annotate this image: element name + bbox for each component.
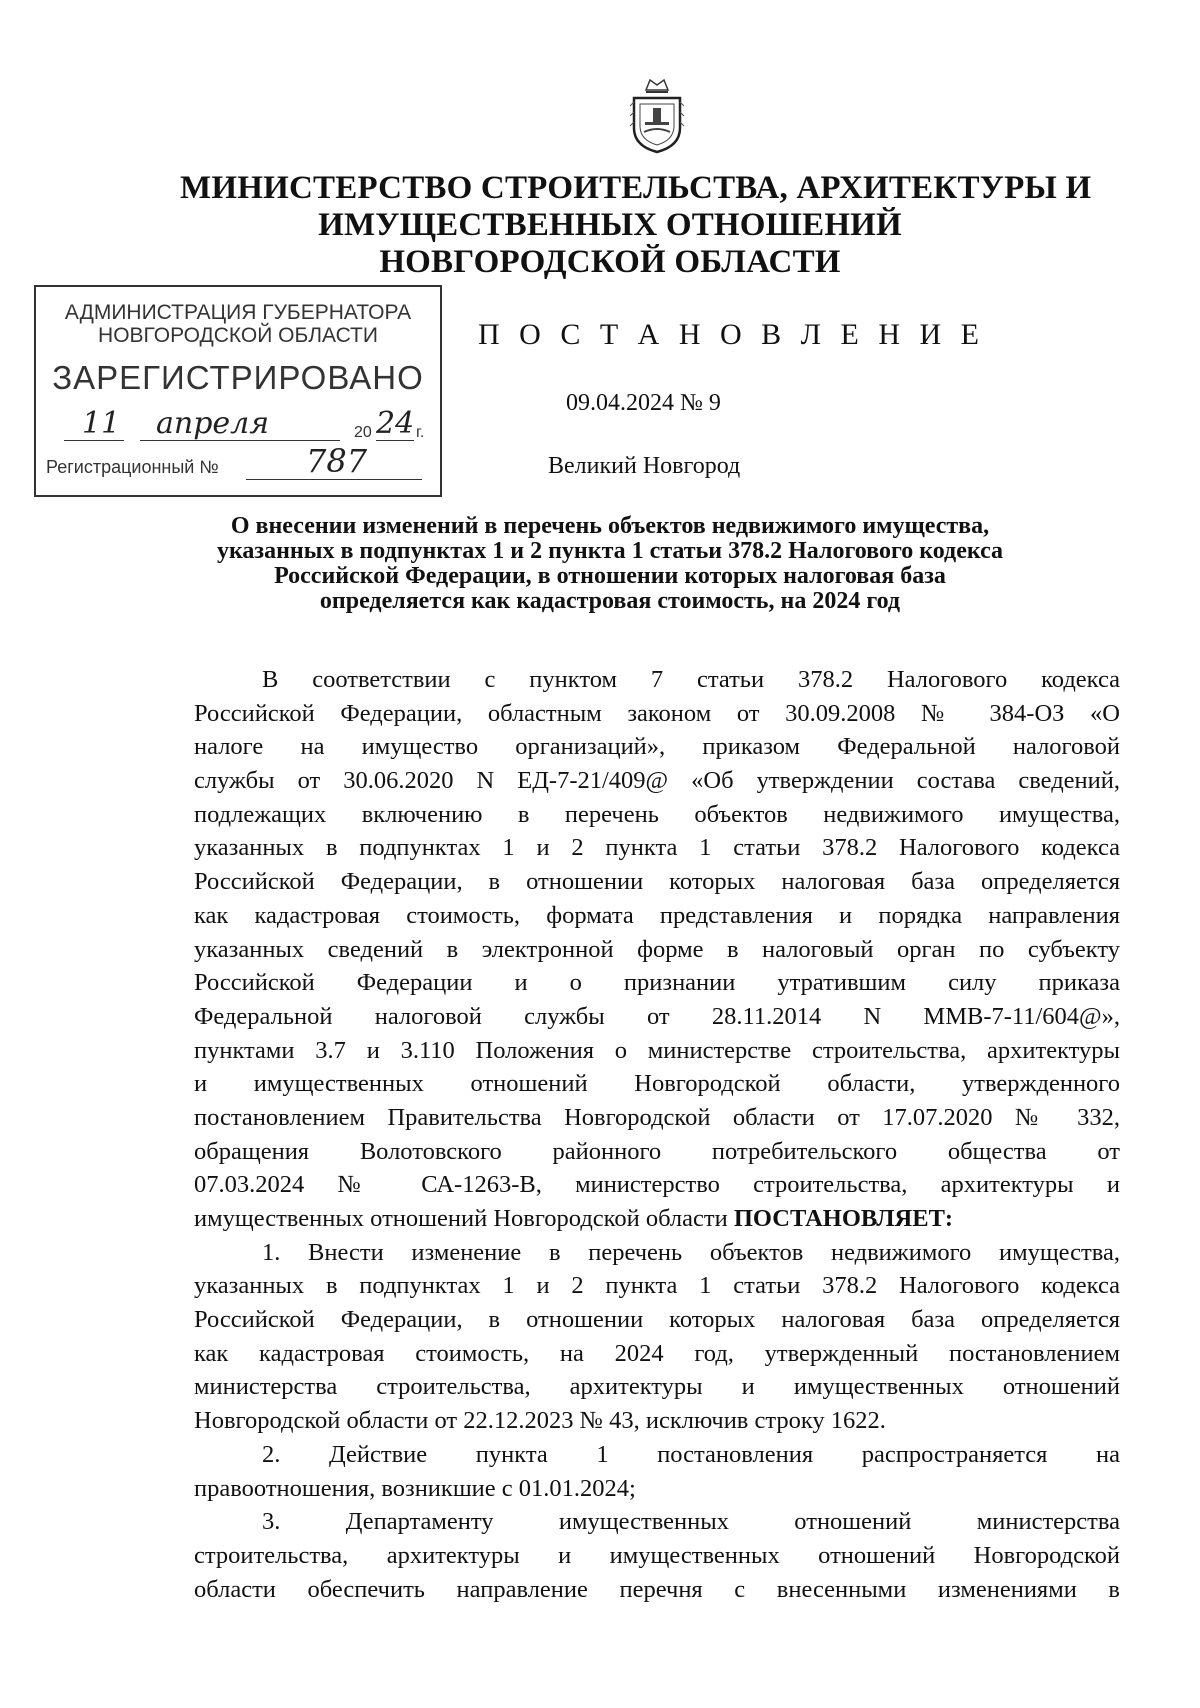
body-line: Российской Федерации, в отношении которых налоговая база определяется <box>194 868 1120 896</box>
stamp-year-prefix: 20 <box>354 424 372 441</box>
body-line: обращения Волотовского районного потребительского общества от <box>194 1137 1120 1165</box>
body-line: службы от 30.06.2020 N ЕД-7-21/409@ «Об утверждении состава сведений, <box>194 767 1120 795</box>
body-line-resolves <box>194 1202 1120 1236</box>
body-line: как кадастровая стоимость, формата представления и порядка направления <box>194 901 1120 929</box>
body-line: Федеральной налоговой службы от 28.11.2014 N ММВ-7-11/604@», <box>194 1002 1120 1030</box>
body-line: В соответствии с пунктом 7 статьи 378.2 Налогового кодекса <box>262 666 1120 693</box>
body-line: пунктами 3.7 и 3.110 Положения о министерстве строительства, архитектуры <box>194 1036 1120 1064</box>
stamp-month: апреля <box>156 406 270 441</box>
document-date-number: 09.04.2024 № 9 <box>566 390 721 416</box>
subject-line-3: Российской Федерации, в отношении которых налоговая база <box>274 563 946 589</box>
stamp-registered-label: ЗАРЕГИСТРИРОВАНО <box>52 359 424 396</box>
body-line: и имущественных отношений Новгородской области, утвержденного <box>194 1070 1120 1098</box>
body-line: правоотношения, возникшие с 01.01.2024; <box>194 1474 636 1502</box>
body-line: постановлением Правительства Новгородской области от 17.07.2020 № 332, <box>194 1103 1120 1131</box>
ministry-name-line-2: ИМУЩЕСТВЕННЫХ ОТНОШЕНИЙ <box>318 207 902 243</box>
body-line: Российской Федерации, областным законом от 30.09.2008 № 384-ОЗ «О <box>194 699 1120 727</box>
document-city: Великий Новгород <box>548 453 741 479</box>
body-line: министерства строительства, архитектуры и имущественных отношений <box>194 1373 1120 1401</box>
body-line: 3. Департаменту имущественных отношений министерства <box>262 1508 1120 1536</box>
body-line: Российской Федерации, в отношении которых налоговая база определяется <box>194 1306 1120 1334</box>
ministry-name-line-3: НОВГОРОДСКОЙ ОБЛАСТИ <box>379 244 841 280</box>
body-line: 1. Внести изменение в перечень объектов недвижимого имущества, <box>262 1238 1120 1266</box>
body-line: как кадастровая стоимость, на 2024 год, утвержденный постановлением <box>194 1339 1120 1367</box>
body-line: подлежащих включению в перечень объектов недвижимого имущества, <box>194 800 1120 828</box>
stamp-date-line <box>64 406 434 446</box>
body-line: 07.03.2024 № СА-1263-В, министерство строительства, архитектуры и <box>194 1171 1120 1199</box>
body-line: указанных сведений в электронной форме в налоговый орган по субъекту <box>194 935 1120 963</box>
document-type: П О С Т А Н О В Л Е Н И Е <box>478 318 985 351</box>
stamp-organization <box>36 301 440 347</box>
ministry-name <box>180 170 1092 281</box>
body-line-text: имущественных отношений Новгородской области <box>194 1205 728 1232</box>
ministry-name-line-1: МИНИСТЕРСТВО СТРОИТЕЛЬСТВА, АРХИТЕКТУРЫ И <box>180 170 1092 206</box>
document-subject <box>180 514 1040 614</box>
body-line: 2. Действие пункта 1 постановления распространяется на <box>262 1440 1120 1468</box>
body-line: строительства, архитектуры и имущественных отношений Новгородской <box>194 1541 1120 1569</box>
stamp-reg-label: Регистрационный № <box>46 457 219 477</box>
stamp-day: 11 <box>82 406 121 441</box>
stamp-year-g: г. <box>416 424 425 441</box>
stamp-year-suffix: 24 <box>376 406 415 441</box>
subject-line-4: определяется как кадастровая стоимость, на 2024 год <box>319 588 901 614</box>
stamp-org-line-2: НОВГОРОДСКОЙ ОБЛАСТИ <box>98 324 378 347</box>
body-line: Российской Федерации и о признании утратившим силу приказа <box>194 969 1120 997</box>
body-line: налоге на имущество организаций», приказом Федеральной налоговой <box>194 733 1120 761</box>
subject-line-1: О внесении изменений в перечень объектов недвижимого имущества, <box>230 513 990 539</box>
registration-stamp <box>34 285 442 497</box>
body-line: Новгородской области от 22.12.2023 № 43, исключив строку 1622. <box>194 1407 886 1435</box>
body-line: области обеспечить направление перечня с внесенными изменениями в <box>194 1575 1120 1603</box>
document-body <box>194 663 1120 1606</box>
body-line: указанных в подпунктах 1 и 2 пункта 1 статьи 378.2 Налогового кодекса <box>194 1272 1120 1300</box>
resolves-keyword: ПОСТАНОВЛЯЕТ: <box>733 1205 954 1232</box>
coat-of-arms-emblem <box>626 76 688 154</box>
subject-line-2: указанных в подпунктах 1 и 2 пункта 1 статьи 378.2 Налогового кодекса <box>216 538 1004 564</box>
body-line: указанных в подпунктах 1 и 2 пункта 1 статьи 378.2 Налогового кодекса <box>194 834 1120 862</box>
stamp-reg-number: 787 <box>306 442 368 480</box>
stamp-org-line-1: АДМИНИСТРАЦИЯ ГУБЕРНАТОРА <box>64 301 412 324</box>
